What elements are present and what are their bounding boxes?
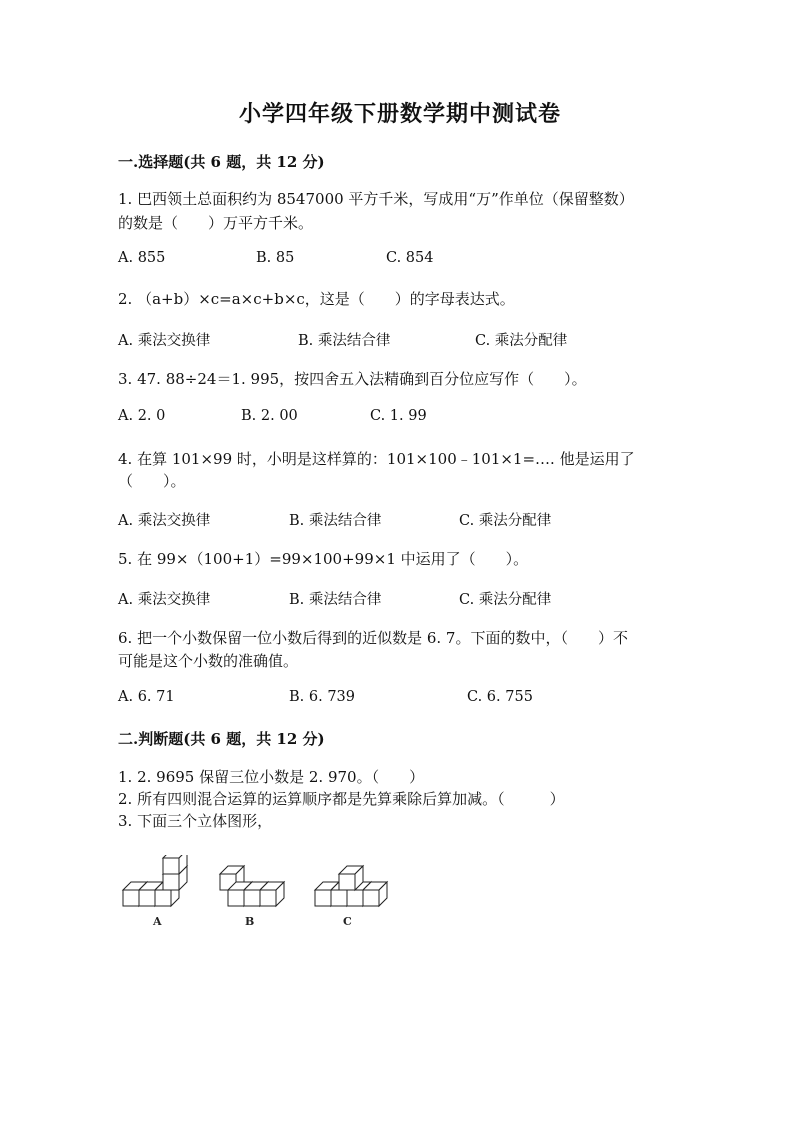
solid-figures [115,855,405,935]
question-4-line-1: 4. 在算 101×99 时，小明是这样算的：101×100﹣101×1=…. 他是运用了 [118,450,635,468]
question-1-line-2: 的数是（ ）万平方千米。 [118,214,314,232]
figure-b-label: B [245,915,255,928]
figure-c [315,866,387,906]
question-6-line-2: 可能是这个小数的准确值。 [118,652,299,670]
question-6-option-a: A. 6. 71 [118,689,175,705]
question-6-option-b: B. 6. 739 [289,689,355,705]
figure-a-label: A [153,915,162,928]
question-2-line-1: 2. （a+b）×c=a×c+b×c，这是（ ）的字母表达式。 [118,290,515,308]
solid-figures-drawing [115,855,405,935]
question-3-option-b: B. 2. 00 [241,408,298,424]
judgment-item-1: 1. 2. 9695 保留三位小数是 2. 970。（ ） [118,768,425,786]
question-4-line-2: （ ）。 [118,472,186,490]
question-2-option-c: C. 乘法分配律 [475,333,568,349]
question-5-option-b: B. 乘法结合律 [289,592,382,608]
judgment-item-2: 2. 所有四则混合运算的运算顺序都是先算乘除后算加减。（ ） [118,790,565,808]
question-4-option-c: C. 乘法分配律 [459,513,552,529]
section-heading-choice: 一.选择题(共 6 题，共 12 分) [118,153,325,171]
question-2-option-a: A. 乘法交换律 [118,333,211,349]
question-5-option-a: A. 乘法交换律 [118,592,211,608]
section-heading-judgment: 二.判断题(共 6 题，共 12 分) [118,730,325,748]
question-4-option-b: B. 乘法结合律 [289,513,382,529]
figure-a [123,855,187,906]
question-5-line-1: 5. 在 99×（100+1）=99×100+99×1 中运用了（ ）。 [118,550,529,568]
question-1-option-c: C. 854 [386,250,434,266]
question-6-option-c: C. 6. 755 [467,689,533,705]
question-3-line-1: 3. 47. 88÷24＝1. 995，按四舍五入法精确到百分位应写作（ ）。 [118,370,587,388]
question-5-option-c: C. 乘法分配律 [459,592,552,608]
figure-b [220,866,284,906]
judgment-item-3: 3. 下面三个立体图形， [118,812,273,830]
figure-c-label: C [343,915,352,928]
question-1-option-b: B. 85 [256,250,295,266]
question-1-option-a: A. 855 [118,250,166,266]
question-3-option-a: A. 2. 0 [118,408,166,424]
question-2-option-b: B. 乘法结合律 [298,333,391,349]
question-6-line-1: 6. 把一个小数保留一位小数后得到的近似数是 6. 7。下面的数中，（ ）不 [118,629,628,647]
page-title: 小学四年级下册数学期中测试卷 [238,101,561,127]
question-3-option-c: C. 1. 99 [370,408,427,424]
question-4-option-a: A. 乘法交换律 [118,513,211,529]
question-1-line-1: 1. 巴西领土总面积约为 8547000 平方千米，写成用“万”作单位（保留整数） [118,190,634,208]
